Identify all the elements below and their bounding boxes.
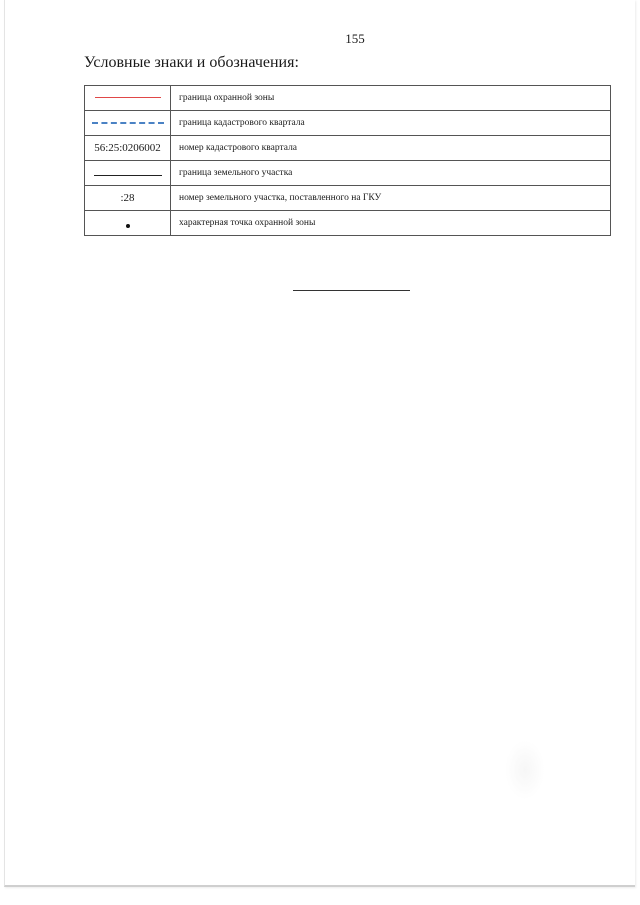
legend-row: [85, 211, 611, 236]
legend-row: [85, 111, 611, 136]
legend-symbol-cell: [85, 161, 171, 186]
end-rule-divider: [293, 290, 410, 291]
legend-symbol-cell: [85, 86, 171, 111]
legend-title: Условные знаки и обозначения:: [84, 54, 299, 71]
legend-description: граница кадастрового квартала: [171, 111, 611, 136]
legend-row: [85, 86, 611, 111]
legend-description: номер земельного участка, поставленного на ГКУ: [171, 186, 611, 211]
page-number: 155: [345, 31, 365, 46]
blue-dashed-line-symbol: [92, 122, 164, 124]
legend-description: граница охранной зоны: [171, 86, 611, 111]
legend-symbol-cell: [85, 186, 171, 211]
document-page: [4, 0, 635, 887]
cadastral-quarter-code: 56:25:0206002: [94, 142, 161, 154]
legend-table: [84, 85, 611, 236]
legend-description: граница земельного участка: [171, 161, 611, 186]
legend-row: [85, 186, 611, 211]
legend-symbol-cell: [85, 111, 171, 136]
legend-row: [85, 136, 611, 161]
legend-symbol-cell: [85, 136, 171, 161]
legend-row: [85, 161, 611, 186]
red-line-symbol: [95, 97, 161, 98]
legend-description: характерная точка охранной зоны: [171, 211, 611, 236]
dot-symbol: [126, 224, 130, 228]
legend-symbol-cell: [85, 211, 171, 236]
land-plot-number: :28: [120, 192, 135, 204]
scan-artifact: [505, 740, 545, 800]
black-line-symbol: [94, 175, 162, 176]
legend-description: номер кадастрового квартала: [171, 136, 611, 161]
